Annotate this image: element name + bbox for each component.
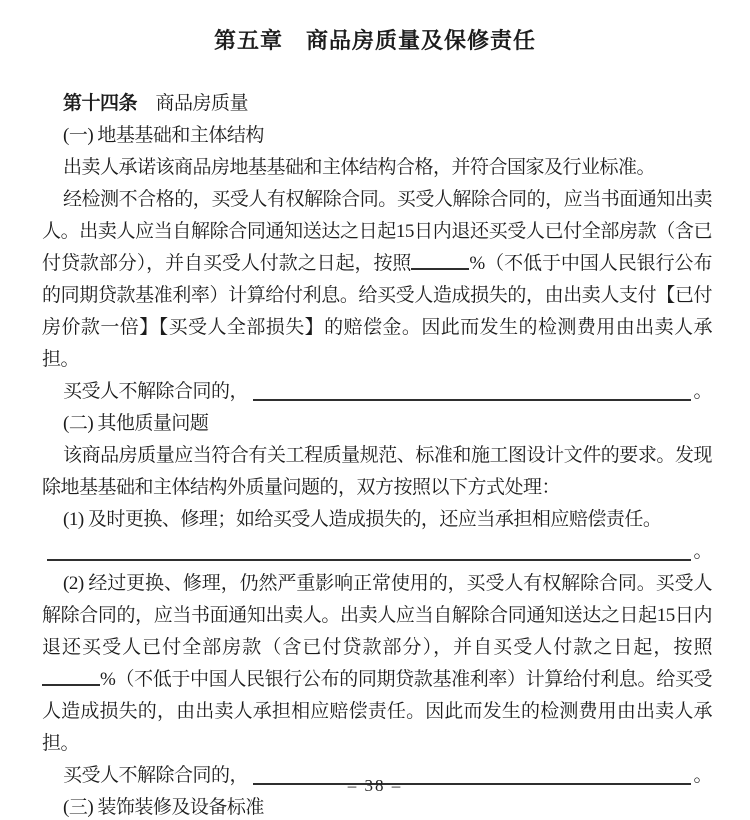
fill-line-full-width (42, 536, 712, 568)
paragraph-clause-2 (42, 568, 712, 760)
paragraph-clause-1 (42, 504, 712, 536)
document-body (42, 88, 712, 820)
text-segment: 经检测不合格的，买受人有权解除合同。买受人解除合同的，应当书面通知出卖人。出卖人应当自解除合同通知送达之日起15日内退还买受人已付全部房款（含已付贷款部分），并自买受人付款之日起，按照 (42, 189, 712, 274)
text-segment: 商品房质量 (137, 93, 249, 114)
text-segment: 。 (693, 765, 712, 786)
text-segment: %（不低于中国人民银行公布的同期贷款基准利率）计算给付利息。给买受人造成损失的，由出卖人承担相应赔偿责任。因此而发生的检测费用由出卖人承担。 (42, 669, 712, 754)
text-segment: 。 (693, 541, 712, 562)
fill-line-no-rescind-1 (42, 376, 712, 408)
fill-in-underline (47, 559, 691, 561)
chapter-title: 第五章 商品房质量及保修责任 (213, 28, 536, 53)
text-segment: 该商品房质量应当符合有关工程质量规范、标准和施工图设计文件的要求。发现除地基基础和主体结构外质量问题的，双方按照以下方式处理： (42, 445, 712, 498)
item-heading-1 (42, 120, 712, 152)
text-segment: 买受人不解除合同的， (63, 381, 249, 402)
text-segment: (三) 装饰装修及设备标准 (63, 797, 264, 818)
blank-underline-field (42, 682, 100, 686)
text-segment: (二) 其他质量问题 (63, 413, 209, 434)
page-number: – 38 – (347, 776, 403, 795)
paragraph-quality-standards (42, 440, 712, 504)
paragraph-inspection-failure (42, 184, 712, 376)
text-segment: %（不低于中国人民银行公布的同期贷款基准利率）计算给付利息。给买受人造成损失的，由出卖人支付【已付房价款一倍】【买受人全部损失】的赔偿金。因此而发生的检测费用由出卖人承担。 (42, 253, 712, 370)
item-heading-3 (42, 792, 712, 820)
text-segment: 买受人不解除合同的， (63, 765, 249, 786)
item-heading-2 (42, 408, 712, 440)
article-heading (42, 88, 712, 120)
paragraph-seller-promise (42, 152, 712, 184)
blank-underline-field (411, 266, 469, 270)
text-segment: 第十四条 (63, 93, 138, 114)
text-segment: (一) 地基基础和主体结构 (63, 125, 264, 146)
text-segment: 出卖人承诺该商品房地基基础和主体结构合格，并符合国家及行业标准。 (63, 157, 656, 178)
text-segment: (1) 及时更换、修理；如给买受人造成损失的，还应当承担相应赔偿责任。 (63, 509, 662, 530)
text-segment: (2) 经过更换、修理，仍然严重影响正常使用的，买受人有权解除合同。买受人解除合同的，应当书面通知出卖人。出卖人应当自解除合同通知送达之日起15日内退还买受人已付全部房款（含已付贷款部分），并自买受人付款之日起，按照 (42, 573, 712, 658)
text-segment: 。 (693, 381, 712, 402)
fill-in-underline (253, 399, 691, 401)
